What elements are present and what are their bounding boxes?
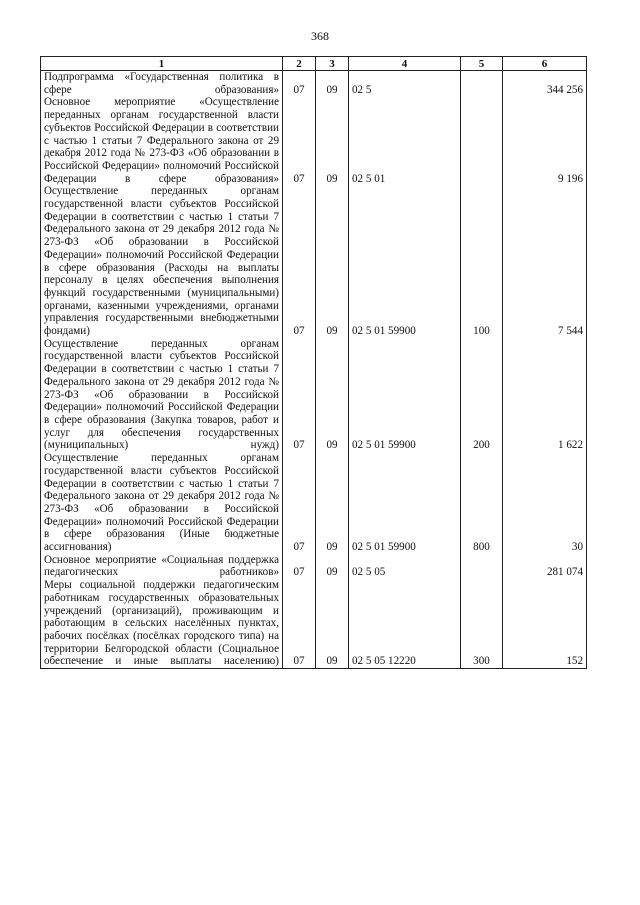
row-name: Меры социальной поддержки педагогическим работникам государственных образовательных учреждений (организаций), проживающим и работающим в сельских населённых пунктах, рабочих посёлках (посёлках городского типа) на территории Белгородской области (Социальное обеспечение и иные выплаты населению) [41,579,283,668]
column-header-1: 1 [41,57,283,71]
row-amount: 281 074 [503,554,587,579]
column-header-5: 5 [461,57,503,71]
table-row [41,96,587,185]
row-target-article: 02 5 01 [349,96,461,185]
table-row [41,579,587,668]
row-name: Осуществление переданных органам государственной власти субъектов Российской Федерации в соответствии с частью 1 статьи 7 Федерального закона от 29 декабря 2012 года № 273-ФЗ «Об образовании в Российской Федерации» полномочий Российской Федерации в сфере образования (Иные бюджетные ассигнования) [41,452,283,554]
row-section: 07 [283,96,316,185]
table-row [41,71,587,97]
row-target-article: 02 5 01 59900 [349,338,461,452]
row-subsection: 09 [316,185,349,337]
row-name: Осуществление переданных органам государственной власти субъектов Российской Федерации в соответствии с частью 1 статьи 7 Федерального закона от 29 декабря 2012 года № 273-ФЗ «Об образовании в Российской Федерации» полномочий Российской Федерации в сфере образования (Закупка товаров, работ и услуг для обеспечения государственных (муниципальных) нужд) [41,338,283,452]
row-expense-type: 200 [461,338,503,452]
column-header-4: 4 [349,57,461,71]
row-section: 07 [283,71,316,97]
row-section: 07 [283,554,316,579]
row-section: 07 [283,185,316,337]
row-amount: 9 196 [503,96,587,185]
table-row [41,452,587,554]
page-number: 368 [311,29,329,43]
row-subsection: 09 [316,554,349,579]
row-section: 07 [283,579,316,668]
row-expense-type [461,96,503,185]
row-amount: 1 622 [503,338,587,452]
row-amount: 344 256 [503,71,587,97]
row-name: Основное мероприятие «Социальная поддержка педагогических работников» [41,554,283,579]
row-target-article: 02 5 01 59900 [349,185,461,337]
row-expense-type: 100 [461,185,503,337]
table-row [41,185,587,337]
row-target-article: 02 5 05 12220 [349,579,461,668]
row-target-article: 02 5 [349,71,461,97]
row-expense-type [461,554,503,579]
row-expense-type: 800 [461,452,503,554]
table-header-row [41,57,587,71]
row-subsection: 09 [316,71,349,97]
row-expense-type [461,71,503,97]
row-subsection: 09 [316,338,349,452]
row-subsection: 09 [316,579,349,668]
row-subsection: 09 [316,96,349,185]
row-amount: 152 [503,579,587,668]
row-amount: 30 [503,452,587,554]
row-section: 07 [283,338,316,452]
row-amount: 7 544 [503,185,587,337]
column-header-2: 2 [283,57,316,71]
table-row [41,554,587,579]
row-name: Осуществление переданных органам государственной власти субъектов Российской Федерации в соответствии с частью 1 статьи 7 Федерального закона от 29 декабря 2012 года № 273-ФЗ «Об образовании в Российской Федерации» полномочий Российской Федерации в сфере образования (Расходы на выплаты персоналу в целях обеспечения выполнения функций государственными (муниципальными) органами, казенными учреждениями, органами управления государственными внебюджетными фондами) [41,185,283,337]
row-subsection: 09 [316,452,349,554]
table-row [41,338,587,452]
row-target-article: 02 5 05 [349,554,461,579]
row-target-article: 02 5 01 59900 [349,452,461,554]
column-header-3: 3 [316,57,349,71]
budget-table [40,56,587,669]
row-name: Подпрограмма «Государственная политика в сфере образования» [41,71,283,97]
column-header-6: 6 [503,57,587,71]
row-section: 07 [283,452,316,554]
row-expense-type: 300 [461,579,503,668]
row-name: Основное мероприятие «Осуществление переданных органам государственной власти субъектов Российской Федерации в соответствии с частью 1 статьи 7 Федерального закона от 29 декабря 2012 года № 273-ФЗ «Об образовании в Российской Федерации» полномочий Российской Федерации в сфере образования» [41,96,283,185]
